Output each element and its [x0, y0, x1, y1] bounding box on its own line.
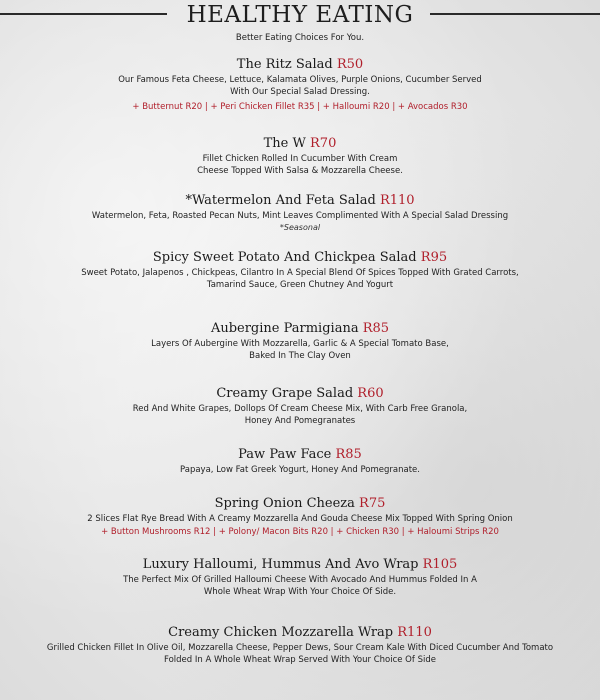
item-description: 2 Slices Flat Rye Bread With A Creamy Mozzarella And Gouda Cheese Mix Topped With Spring Onion	[87, 514, 513, 524]
item-description: Papaya, Low Fat Greek Yogurt, Honey And Pomegranate.	[180, 465, 420, 475]
menu-item-watermelon-feta-salad	[0, 192, 600, 233]
item-name: Creamy Chicken Mozzarella Wrap R110	[168, 625, 432, 640]
menu-item-spring-onion-cheeza	[0, 495, 600, 538]
item-price: R50	[336, 57, 364, 72]
item-name: Spring Onion Cheeza R75	[214, 496, 386, 511]
item-name: Paw Paw Face R85	[238, 447, 362, 462]
item-name: Creamy Grape Salad R60	[216, 386, 384, 401]
menu-item-aubergine-parmigiana	[0, 320, 600, 362]
header-rule-right	[430, 13, 600, 15]
item-price: R105	[422, 557, 458, 572]
item-description: Fillet Chicken Rolled In Cucumber With Cream Cheese Topped With Salsa & Mozzarella Cheese.	[197, 154, 403, 176]
page-subtitle: Better Eating Choices For You.	[235, 33, 365, 43]
item-description: Sweet Potato, Jalapenos , Chickpeas, Cilantro In A Special Blend Of Spices Topped With Grated Carrots, Tamarind Sauce, Green Chutney And Yogurt	[81, 268, 519, 290]
page-title: HEALTHY EATING	[186, 2, 414, 28]
menu-item-sweet-potato-chickpea-salad	[0, 249, 600, 291]
item-description: Our Famous Feta Cheese, Lettuce, Kalamata Olives, Purple Onions, Cucumber Served With Our Special Salad Dressing.	[118, 75, 482, 97]
menu-item-creamy-grape-salad	[0, 385, 600, 427]
menu-item-chicken-mozzarella-wrap	[0, 624, 600, 666]
item-price: R95	[420, 250, 448, 265]
item-extras: + Butternut R20 | + Peri Chicken Fillet R35 | + Halloumi R20 | + Avocados R30	[132, 102, 468, 112]
item-description: Red And White Grapes, Dollops Of Cream Cheese Mix, With Carb Free Granola, Honey And Pomegranates	[132, 404, 468, 426]
item-note: *Seasonal	[279, 223, 321, 232]
item-description: Layers Of Aubergine With Mozzarella, Garlic & A Special Tomato Base, Baked In The Clay Oven	[151, 339, 449, 361]
menu-item-halloumi-hummus-avo-wrap	[0, 556, 600, 598]
item-description: Watermelon, Feta, Roasted Pecan Nuts, Mint Leaves Complimented With A Special Salad Dressing	[91, 211, 509, 221]
item-name: Aubergine Parmigiana R85	[210, 321, 390, 336]
item-name: Spicy Sweet Potato And Chickpea Salad R95	[152, 250, 448, 265]
item-price: R85	[335, 447, 362, 462]
item-price: R85	[362, 321, 390, 336]
item-description: The Perfect Mix Of Grilled Halloumi Cheese With Avocado And Hummus Folded In A Whole Wheat Wrap With Your Choice Of Side.	[123, 575, 477, 597]
item-price: R70	[310, 136, 337, 151]
item-price: R75	[359, 496, 386, 511]
menu-header	[0, 0, 600, 48]
item-price: R110	[397, 625, 432, 640]
item-extras: + Button Mushrooms R12 | + Polony/ Macon Bits R20 | + Chicken R30 | + Haloumi Strips R20	[101, 527, 499, 537]
item-name: The W R70	[263, 136, 337, 151]
menu-item-ritz-salad	[0, 56, 600, 113]
item-name: The Ritz Salad R50	[236, 57, 364, 72]
item-name: *Watermelon And Feta Salad R110	[185, 193, 415, 208]
item-description: Grilled Chicken Fillet In Olive Oil, Mozzarella Cheese, Pepper Dews, Sour Cream Kale With Diced Cucumber And Tomato Folded In A Whole Wheat Wrap Served With Your Choice Of Side	[46, 643, 554, 665]
item-price: R110	[379, 193, 415, 208]
item-name: Luxury Halloumi, Hummus And Avo Wrap R105	[142, 557, 458, 572]
menu-item-the-w	[0, 135, 600, 177]
menu-item-paw-paw-face	[0, 446, 600, 476]
item-price: R60	[357, 386, 384, 401]
